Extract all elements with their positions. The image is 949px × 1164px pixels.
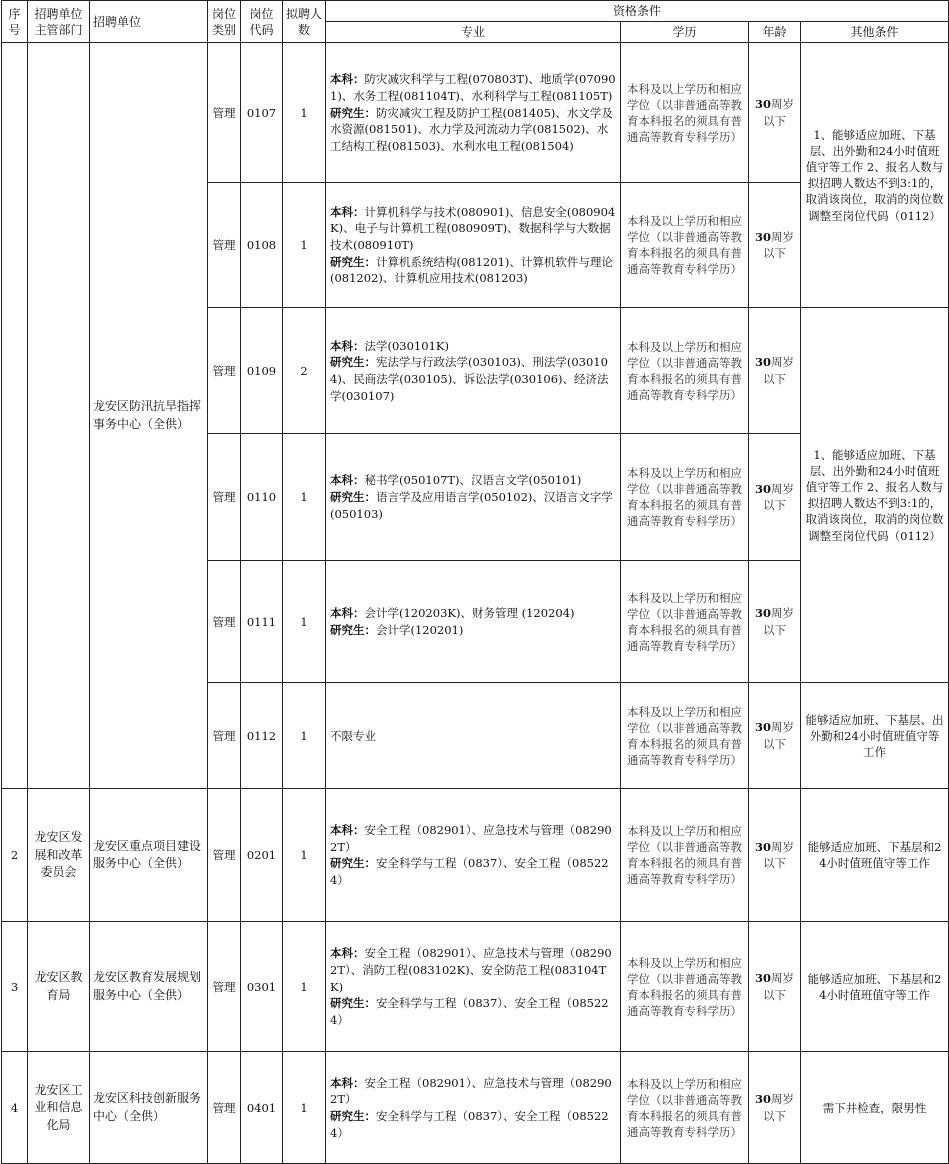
type-cell: 管理 (208, 43, 241, 183)
unit-cell: 龙安区防汛抗旱指挥事务中心（全供） (90, 43, 208, 789)
edu-cell: 本科及以上学历和相应学位（以非普通高等教育本科报名的须具有普通高等教育专科学历） (621, 789, 749, 922)
header-other: 其他条件 (801, 22, 949, 43)
header-num: 拟聘人数 (283, 1, 326, 43)
num-cell: 1 (283, 434, 326, 561)
edu-cell: 本科及以上学历和相应学位（以非普通高等教育本科报名的须具有普通高等教育专科学历） (621, 1052, 749, 1164)
header-type: 岗位类别 (208, 1, 241, 43)
code-cell: 0110 (241, 434, 283, 561)
age-cell: 30周岁以下 (749, 1052, 801, 1164)
type-cell: 管理 (208, 183, 241, 308)
num-cell: 1 (283, 1052, 326, 1164)
type-cell: 管理 (208, 308, 241, 434)
other-cell: 需下井检查，限男性 (801, 1052, 949, 1164)
num-cell: 1 (283, 789, 326, 922)
major-cell: 本科：安全工程（082901）、应急技术与管理（082902T） 研究生：安全科学与工程（0837）、安全工程（085224） (326, 1052, 621, 1164)
seq-cell: 2 (2, 789, 28, 922)
age-cell: 30周岁以下 (749, 183, 801, 308)
recruitment-table (1, 0, 949, 1164)
type-cell: 管理 (208, 434, 241, 561)
code-cell: 0107 (241, 43, 283, 183)
other-cell: 1、能够适应加班、下基层、出外勤和24小时值班值守等工作 2、报名人数与拟招聘人数达不到3:1的，取消该岗位，取消的岗位数调整至岗位代码（0112） (801, 308, 949, 683)
unit-cell: 龙安区重点项目建设服务中心（全供） (90, 789, 208, 922)
table-row (2, 922, 949, 1052)
other-cell: 1、能够适应加班、下基层、出外勤和24小时值班值守等工作 2、报名人数与拟招聘人数达不到3:1的，取消该岗位，取消的岗位数调整至岗位代码（0112） (801, 43, 949, 308)
header-edu: 学历 (621, 22, 749, 43)
other-cell: 能够适应加班、下基层、出外勤和24小时值班值守等工作 (801, 683, 949, 789)
seq-cell (2, 43, 28, 789)
age-cell: 30周岁以下 (749, 683, 801, 789)
major-cell: 本科：安全工程（082901）、应急技术与管理（082902T）、消防工程(083102K)、安全防范工程(083104TK) 研究生：安全科学与工程（0837）、安全工程（085224） (326, 922, 621, 1052)
seq-cell: 4 (2, 1052, 28, 1164)
major-cell: 本科：法学(030101K) 研究生：宪法学与行政法学(030103)、刑法学(030104)、民商法学(030105)、诉讼法学(030106)、经济法学(030107) (326, 308, 621, 434)
dept-cell: 龙安区发展和改革委员会 (28, 789, 90, 922)
table-row (2, 1052, 949, 1164)
age-cell: 30周岁以下 (749, 308, 801, 434)
num-cell: 1 (283, 183, 326, 308)
edu-cell: 本科及以上学历和相应学位（以非普通高等教育本科报名的须具有普通高等教育专科学历） (621, 434, 749, 561)
edu-cell: 本科及以上学历和相应学位（以非普通高等教育本科报名的须具有普通高等教育专科学历） (621, 43, 749, 183)
header-dept: 招聘单位主管部门 (28, 1, 90, 43)
code-cell: 0201 (241, 789, 283, 922)
age-cell: 30周岁以下 (749, 561, 801, 683)
major-cell: 本科：安全工程（082901）、应急技术与管理（082902T） 研究生：安全科学与工程（0837）、安全工程（085224） (326, 789, 621, 922)
num-cell: 1 (283, 683, 326, 789)
num-cell: 1 (283, 922, 326, 1052)
major-cell: 本科：防灾减灾科学与工程(070803T)、地质学(070901)、水务工程(081104T)、水利科学与工程(081105T) 研究生：防灾减灾工程及防护工程(081405)、水文学及水资源(081501)、水力学及河流动力学(081502)、水工结构工程(081503)、水利水电工程(081504) (326, 43, 621, 183)
age-cell: 30周岁以下 (749, 43, 801, 183)
header-unit: 招聘单位 (90, 1, 208, 43)
edu-cell: 本科及以上学历和相应学位（以非普通高等教育本科报名的须具有普通高等教育专科学历） (621, 308, 749, 434)
header-age: 年龄 (749, 22, 801, 43)
dept-cell (28, 43, 90, 789)
type-cell: 管理 (208, 1052, 241, 1164)
other-cell: 能够适应加班、下基层和24小时值班值守等工作 (801, 922, 949, 1052)
major-cell: 本科：会计学(120203K)、财务管理 (120204) 研究生：会计学(120201) (326, 561, 621, 683)
type-cell: 管理 (208, 922, 241, 1052)
type-cell: 管理 (208, 561, 241, 683)
edu-cell: 本科及以上学历和相应学位（以非普通高等教育本科报名的须具有普通高等教育专科学历） (621, 922, 749, 1052)
unit-cell: 龙安区教育发展规划服务中心（全供） (90, 922, 208, 1052)
major-cell: 本科：秘书学(050107T)、汉语言文学(050101) 研究生：语言学及应用语言学(050102)、汉语言文字学(050103) (326, 434, 621, 561)
age-cell: 30周岁以下 (749, 789, 801, 922)
code-cell: 0111 (241, 561, 283, 683)
seq-cell: 3 (2, 922, 28, 1052)
unit-cell: 龙安区科技创新服务中心（全供） (90, 1052, 208, 1164)
age-cell: 30周岁以下 (749, 922, 801, 1052)
type-cell: 管理 (208, 683, 241, 789)
code-cell: 0401 (241, 1052, 283, 1164)
major-cell: 本科：计算机科学与技术(080901)、信息安全(080904K)、电子与计算机工程(080909T)、数据科学与大数据技术(080910T) 研究生：计算机系统结构(081201)、计算机软件与理论(081202)、计算机应用技术(081203) (326, 183, 621, 308)
num-cell: 1 (283, 561, 326, 683)
table-row (2, 789, 949, 922)
dept-cell: 龙安区工业和信息化局 (28, 1052, 90, 1164)
age-cell: 30周岁以下 (749, 434, 801, 561)
code-cell: 0109 (241, 308, 283, 434)
header-qualification: 资格条件 (326, 1, 949, 22)
edu-cell: 本科及以上学历和相应学位（以非普通高等教育本科报名的须具有普通高等教育专科学历） (621, 561, 749, 683)
edu-cell: 本科及以上学历和相应学位（以非普通高等教育本科报名的须具有普通高等教育专科学历） (621, 183, 749, 308)
code-cell: 0112 (241, 683, 283, 789)
major-cell: 不限专业 (326, 683, 621, 789)
header-code: 岗位代码 (241, 1, 283, 43)
code-cell: 0108 (241, 183, 283, 308)
num-cell: 1 (283, 43, 326, 183)
type-cell: 管理 (208, 789, 241, 922)
other-cell: 能够适应加班、下基层和24小时值班值守等工作 (801, 789, 949, 922)
edu-cell: 本科及以上学历和相应学位（以非普通高等教育本科报名的须具有普通高等教育专科学历） (621, 683, 749, 789)
table-row (2, 43, 949, 183)
header-seq: 序号 (2, 1, 28, 43)
header-major: 专业 (326, 22, 621, 43)
dept-cell: 龙安区教育局 (28, 922, 90, 1052)
num-cell: 2 (283, 308, 326, 434)
code-cell: 0301 (241, 922, 283, 1052)
